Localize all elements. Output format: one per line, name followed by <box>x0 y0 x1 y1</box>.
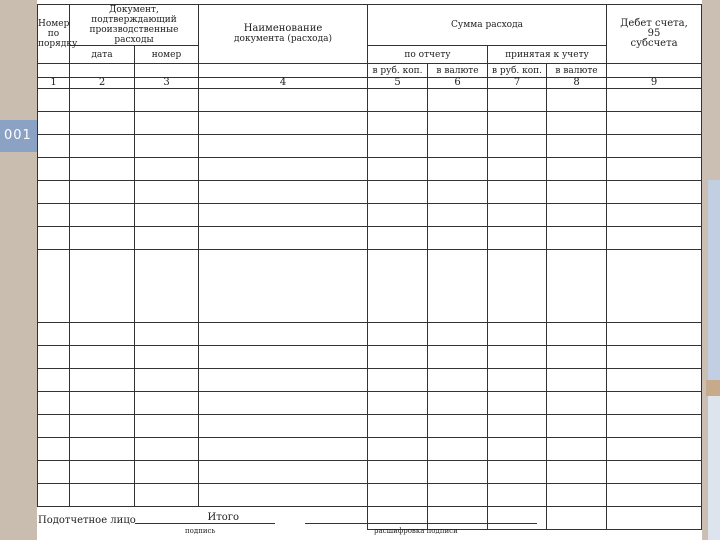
col-number-8: 8 <box>547 78 607 89</box>
header-number: номер <box>135 46 199 64</box>
table-row <box>38 158 702 181</box>
header-date: дата <box>70 46 135 64</box>
col-number-9: 9 <box>607 78 702 89</box>
table-row <box>38 415 702 438</box>
col-number-2: 2 <box>70 78 135 89</box>
slide-accent-right-3 <box>708 396 720 540</box>
table-row <box>38 323 702 346</box>
decoding-line[interactable] <box>305 523 537 524</box>
header-name-line-1: Наименование <box>243 23 323 34</box>
table-row <box>38 369 702 392</box>
table-row <box>38 112 702 135</box>
header-document <box>70 5 199 46</box>
header-accepted: принятая к учету <box>488 46 607 64</box>
table-row <box>38 135 702 158</box>
table-row <box>38 484 702 507</box>
header-doc-line-3: производственные расходы <box>89 25 179 45</box>
total-debit[interactable] <box>607 507 702 530</box>
slide-accent-right-2 <box>706 380 720 396</box>
header-rub-kop: в руб. коп. <box>368 64 428 78</box>
header-num-line-2: по <box>47 29 60 39</box>
col-number-1: 1 <box>38 78 70 89</box>
total-row <box>38 507 702 530</box>
header-sum: Сумма расхода <box>368 5 607 46</box>
header-document-name <box>199 5 368 64</box>
header-rub-kop-2: в руб. коп. <box>488 64 547 78</box>
signature-caption: подпись <box>185 527 216 535</box>
col-number-6: 6 <box>428 78 488 89</box>
decoding-caption: расшифровка подписи <box>374 527 458 535</box>
signature-line[interactable] <box>135 523 275 524</box>
expense-report-form <box>37 0 702 540</box>
slide-background-left <box>0 0 37 540</box>
total-currency-accepted[interactable] <box>547 507 607 530</box>
table-row <box>38 89 702 112</box>
header-num-line-1: Номер <box>38 19 70 29</box>
accountable-person-label: Подотчетное лицо <box>38 515 136 526</box>
table-row <box>38 392 702 415</box>
table-row <box>38 250 702 323</box>
col-number-5: 5 <box>368 78 428 89</box>
table-row <box>38 346 702 369</box>
slide-page-number: 001 <box>4 128 32 143</box>
header-debit-line-1: Дебет счета, <box>620 18 688 29</box>
slide-background-right <box>702 0 720 540</box>
header-debit-line-2: 95 <box>647 28 661 39</box>
table-row <box>38 461 702 484</box>
table-row <box>38 438 702 461</box>
total-label: Итого <box>38 507 368 530</box>
col-number-4: 4 <box>199 78 368 89</box>
header-name-line-2: документа (расхода) <box>233 34 332 44</box>
header-currency-2: в валюте <box>547 64 607 78</box>
table-row <box>38 204 702 227</box>
header-currency: в валюте <box>428 64 488 78</box>
table-row <box>38 181 702 204</box>
header-doc-line-2: подтверждающий <box>91 15 177 25</box>
total-rub-accepted[interactable] <box>488 507 547 530</box>
header-debit <box>607 5 702 64</box>
table-row <box>38 227 702 250</box>
expense-table <box>37 4 702 530</box>
slide-accent-right-1 <box>708 180 720 380</box>
header-num-line-3: порядку <box>38 39 78 49</box>
header-doc-line-1: Документ, <box>109 5 159 15</box>
col-number-7: 7 <box>488 78 547 89</box>
header-by-report: по отчету <box>368 46 488 64</box>
col-number-3: 3 <box>135 78 199 89</box>
header-debit-line-3: субсчета <box>630 38 678 49</box>
header-row-number <box>38 5 78 64</box>
